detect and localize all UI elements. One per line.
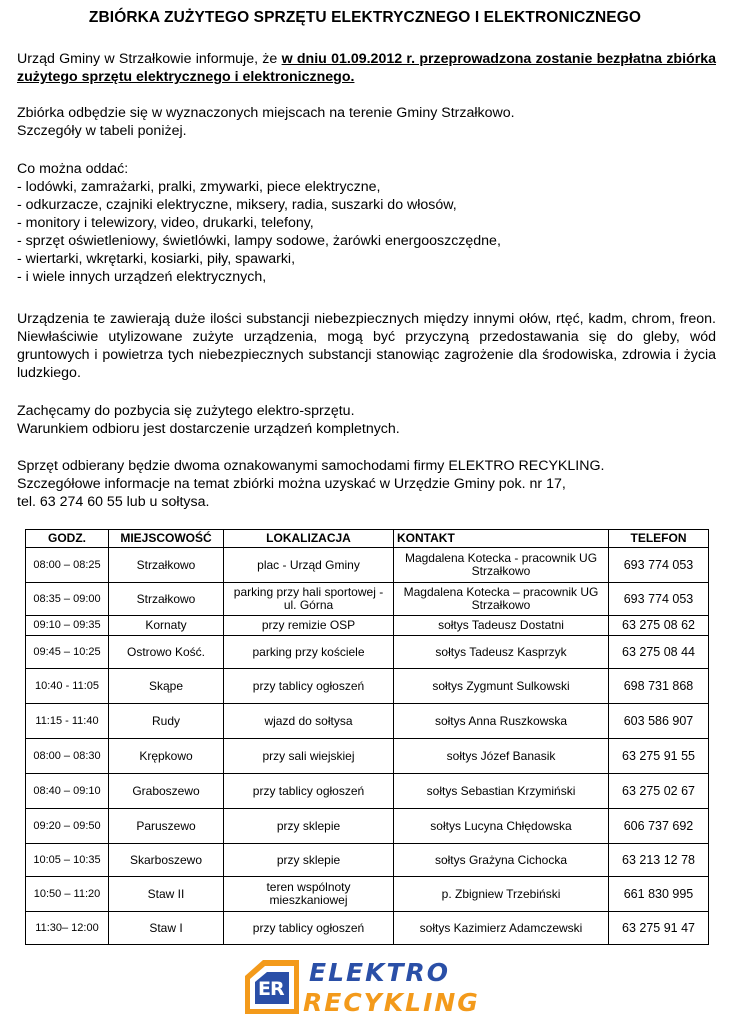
cell-time: 10:05 – 10:35 xyxy=(26,844,109,877)
header-time: GODZ. xyxy=(26,530,109,548)
schedule-table xyxy=(25,529,709,945)
logo-line-1: ELEKTRO xyxy=(309,958,451,987)
table-row xyxy=(26,548,709,583)
schedule-body xyxy=(26,548,709,945)
logo-line-2: RECYKLING xyxy=(303,988,480,1017)
cell-phone: 661 830 995 xyxy=(609,877,709,912)
elektro-recykling-logo xyxy=(241,958,491,1020)
cell-time: 10:50 – 11:20 xyxy=(26,877,109,912)
cell-contact: sołtys Kazimierz Adamczewski xyxy=(394,912,609,945)
list-item: - i wiele innych urządzeń elektrycznych, xyxy=(17,269,267,285)
intro-lead: Urząd Gminy w Strzałkowie informuje, że xyxy=(17,51,282,67)
encourage-paragraph xyxy=(17,402,716,438)
cell-place: Krępkowo xyxy=(109,739,224,774)
cell-phone: 603 586 907 xyxy=(609,704,709,739)
cell-contact: Magdalena Kotecka – pracownik UG Strzałkowo xyxy=(394,583,609,616)
list-item: - sprzęt oświetleniowy, świetlówki, lampy sodowe, żarówki energooszczędne, xyxy=(17,233,501,249)
table-row xyxy=(26,912,709,945)
header-phone: TELEFON xyxy=(609,530,709,548)
cell-location: parking przy kościele xyxy=(224,636,394,669)
cell-phone: 63 275 02 67 xyxy=(609,774,709,809)
cell-location: przy sali wiejskiej xyxy=(224,739,394,774)
cell-location: przy sklepie xyxy=(224,809,394,844)
cell-location: przy tablicy ogłoszeń xyxy=(224,669,394,704)
table-row xyxy=(26,774,709,809)
cell-place: Rudy xyxy=(109,704,224,739)
list-item: - monitory i telewizory, video, drukarki, telefony, xyxy=(17,215,314,231)
cell-time: 09:10 – 09:35 xyxy=(26,616,109,636)
cell-time: 08:00 – 08:25 xyxy=(26,548,109,583)
logo-mark-letters: ER xyxy=(258,978,284,1000)
table-header-row xyxy=(26,530,709,548)
cell-location: przy tablicy ogłoszeń xyxy=(224,912,394,945)
cell-contact: Magdalena Kotecka - pracownik UG Strzałkowo xyxy=(394,548,609,583)
cell-place: Staw I xyxy=(109,912,224,945)
cell-location: przy remizie OSP xyxy=(224,616,394,636)
page-title: ZBIÓRKA ZUŻYTEGO SPRZĘTU ELEKTRYCZNEGO I ELEKTRONICZNEGO xyxy=(88,9,642,26)
cell-phone: 63 275 91 47 xyxy=(609,912,709,945)
cell-place: Strzałkowo xyxy=(109,583,224,616)
table-row xyxy=(26,739,709,774)
table-row xyxy=(26,877,709,912)
cell-place: Ostrowo Kość. xyxy=(109,636,224,669)
contact-line-3: tel. 63 274 60 55 lub u sołtysa. xyxy=(17,494,210,510)
cell-time: 11:15 - 11:40 xyxy=(26,704,109,739)
header-place: MIEJSCOWOŚĆ xyxy=(109,530,224,548)
location-line-1: Zbiórka odbędzie się w wyznaczonych miejscach na terenie Gminy Strzałkowo. xyxy=(17,105,515,121)
table-row xyxy=(26,583,709,616)
cell-place: Strzałkowo xyxy=(109,548,224,583)
contact-line-2: Szczegółowe informacje na temat zbiórki można uzyskać w Urzędzie Gminy pok. nr 17, xyxy=(17,476,566,492)
cell-place: Staw II xyxy=(109,877,224,912)
header-contact: KONTAKT xyxy=(394,530,609,548)
cell-contact: sołtys Tadeusz Kasprzyk xyxy=(394,636,609,669)
cell-phone: 63 275 08 62 xyxy=(609,616,709,636)
table-row xyxy=(26,844,709,877)
cell-phone: 63 275 91 55 xyxy=(609,739,709,774)
encourage-line-1: Zachęcamy do pozbycia się zużytego elektro-sprzętu. xyxy=(17,403,355,419)
cell-contact: sołtys Józef Banasik xyxy=(394,739,609,774)
cell-time: 08:00 – 08:30 xyxy=(26,739,109,774)
items-heading: Co można oddać: xyxy=(17,161,129,177)
contact-line-1: Sprzęt odbierany będzie dwoma oznakowanymi samochodami firmy ELEKTRO RECYKLING. xyxy=(17,458,605,474)
cell-contact: sołtys Zygmunt Sulkowski xyxy=(394,669,609,704)
header-location: LOKALIZACJA xyxy=(224,530,394,548)
list-item: - wiertarki, wkrętarki, kosiarki, piły, spawarki, xyxy=(17,251,296,267)
cell-time: 08:35 – 09:00 xyxy=(26,583,109,616)
cell-location: wjazd do sołtysa xyxy=(224,704,394,739)
cell-phone: 606 737 692 xyxy=(609,809,709,844)
cell-phone: 63 275 08 44 xyxy=(609,636,709,669)
cell-location: przy sklepie xyxy=(224,844,394,877)
items-section xyxy=(17,160,716,286)
cell-phone: 63 213 12 78 xyxy=(609,844,709,877)
contact-paragraph xyxy=(17,457,716,511)
cell-time: 08:40 – 09:10 xyxy=(26,774,109,809)
cell-place: Skarboszewo xyxy=(109,844,224,877)
encourage-line-2: Warunkiem odbioru jest dostarczenie urządzeń kompletnych. xyxy=(17,421,400,437)
cell-place: Kornaty xyxy=(109,616,224,636)
cell-location: plac - Urząd Gminy xyxy=(224,548,394,583)
items-list xyxy=(17,178,716,286)
cell-place: Paruszewo xyxy=(109,809,224,844)
cell-time: 09:20 – 09:50 xyxy=(26,809,109,844)
cell-location: przy tablicy ogłoszeń xyxy=(224,774,394,809)
cell-contact: sołtys Tadeusz Dostatni xyxy=(394,616,609,636)
cell-place: Graboszewo xyxy=(109,774,224,809)
list-item: - lodówki, zamrażarki, pralki, zmywarki, piece elektryczne, xyxy=(17,179,381,195)
cell-phone: 693 774 053 xyxy=(609,548,709,583)
cell-contact: sołtys Lucyna Chłędowska xyxy=(394,809,609,844)
cell-location: parking przy hali sportowej - ul. Górna xyxy=(224,583,394,616)
table-row xyxy=(26,809,709,844)
hazard-paragraph: Urządzenia te zawierają duże ilości substancji niebezpiecznych między innymi ołów, rtęć, kadm, chrom, freon. Niewłaściwie utylizowane zużyte urządzenia, mogą być przyczyną przedostawania się do gleby, wód gruntowych i powietrza tych niebezpiecznych substancji stanowiąc zagrożenie dla środowiska, zdrowia i życia ludzkiego. xyxy=(17,311,716,381)
intro-paragraph xyxy=(17,50,716,86)
cell-location: teren wspólnoty mieszkaniowej xyxy=(224,877,394,912)
cell-time: 09:45 – 10:25 xyxy=(26,636,109,669)
table-row xyxy=(26,616,709,636)
cell-phone: 698 731 868 xyxy=(609,669,709,704)
cell-time: 11:30– 12:00 xyxy=(26,912,109,945)
table-row xyxy=(26,704,709,739)
cell-phone: 693 774 053 xyxy=(609,583,709,616)
intro-highlight: w dniu 01.09.2012 r. przeprowadzona zostanie bezpłatna zbiórka zużytego sprzętu elektrycznego i elektronicznego. xyxy=(17,51,716,85)
cell-contact: p. Zbigniew Trzebiński xyxy=(394,877,609,912)
cell-contact: sołtys Grażyna Cichocka xyxy=(394,844,609,877)
cell-contact: sołtys Anna Ruszkowska xyxy=(394,704,609,739)
location-paragraph xyxy=(17,104,716,140)
cell-place: Skąpe xyxy=(109,669,224,704)
location-line-2: Szczegóły w tabeli poniżej. xyxy=(17,123,187,139)
table-row xyxy=(26,669,709,704)
table-row xyxy=(26,636,709,669)
cell-time: 10:40 - 11:05 xyxy=(26,669,109,704)
cell-contact: sołtys Sebastian Krzymiński xyxy=(394,774,609,809)
list-item: - odkurzacze, czajniki elektryczne, miksery, radia, suszarki do włosów, xyxy=(17,197,457,213)
